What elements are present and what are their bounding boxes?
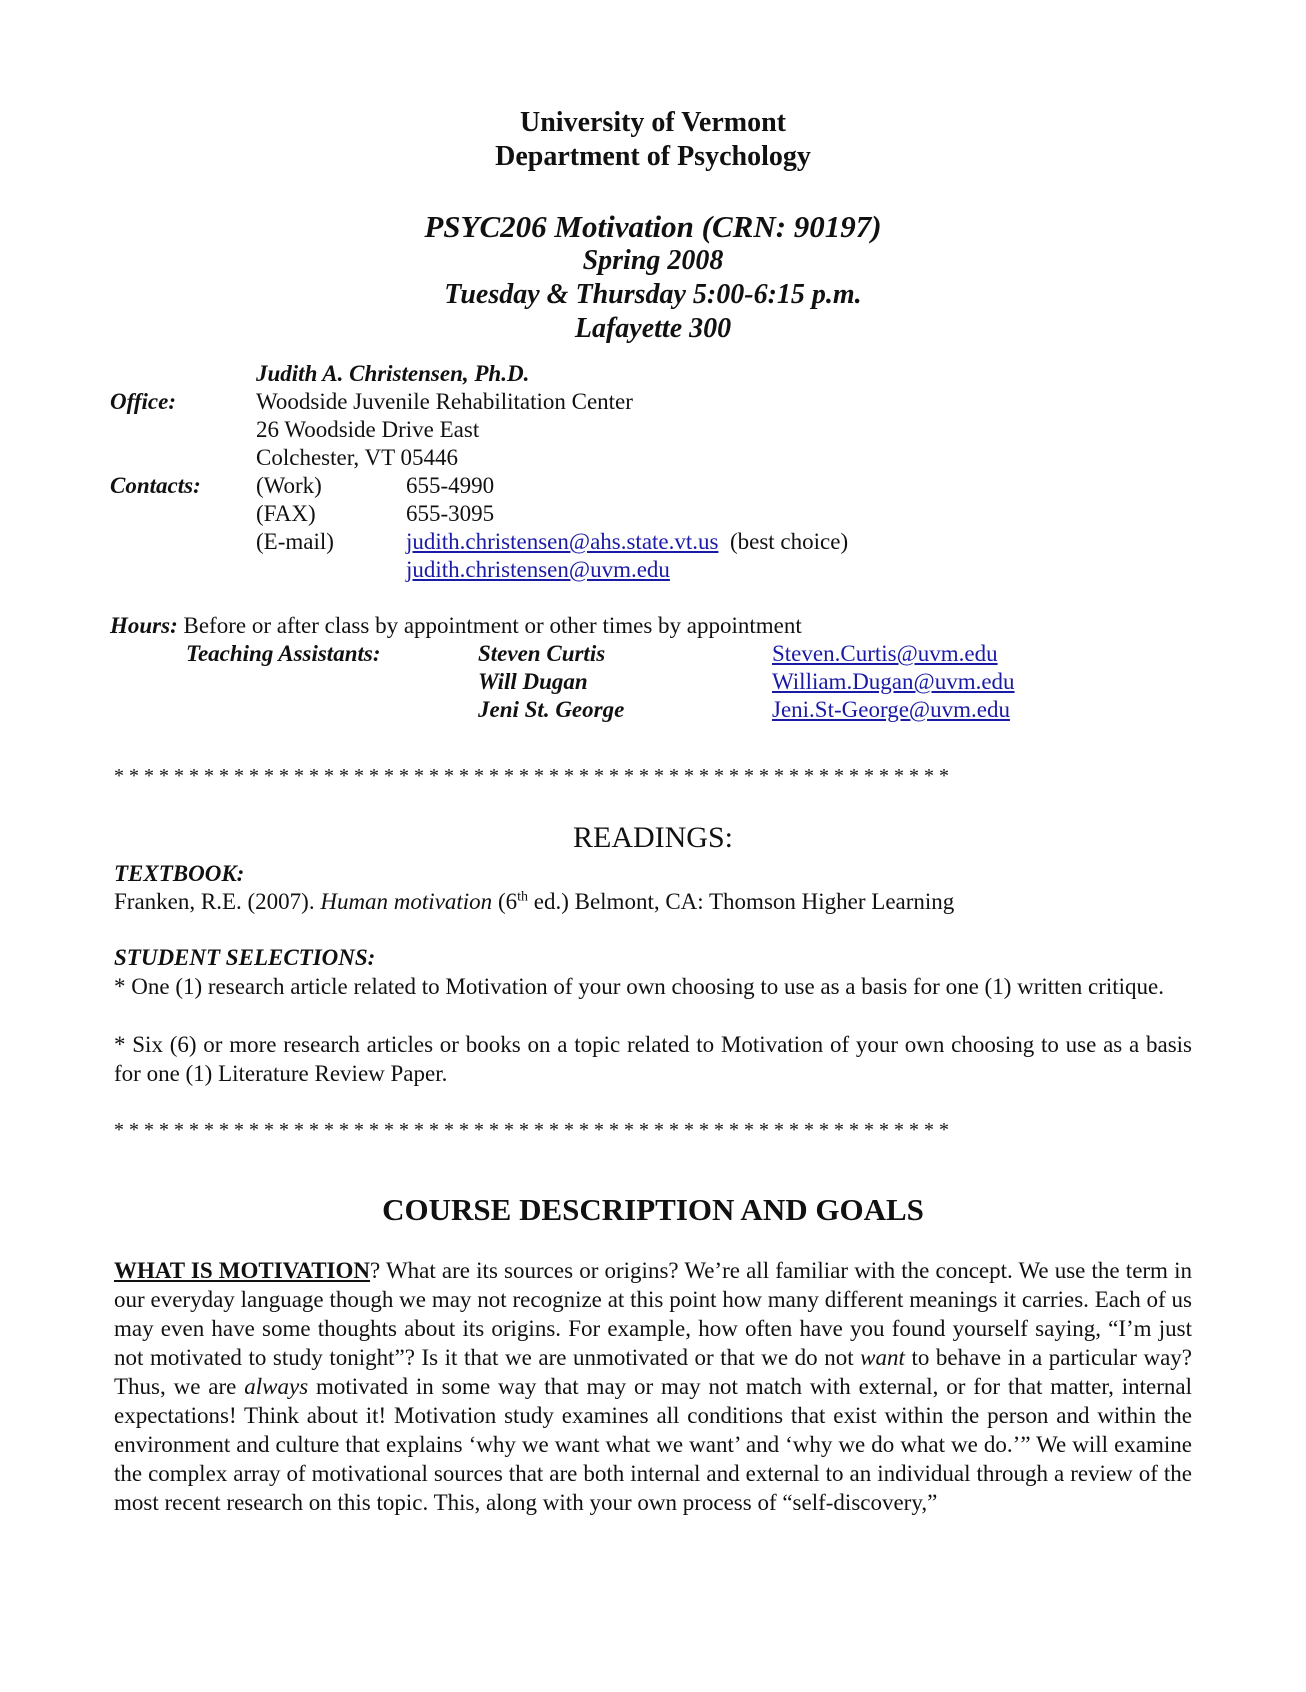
paragraph-text-a: What are its sources or origins? We’re all familiar with the concept. We use the term in our everyday language though we may not recognize at this point how many different meanings it carries. Each of us may even have some thoughts about its origins. For example, how often have you found yourself saying, “I’m just not motivated to study tonight”? Is it that we are unmotivated or that we do not (114, 1258, 1192, 1370)
hours-text: Before or after class by appointment or other times by appointment (183, 613, 802, 638)
email-row (406, 528, 848, 556)
department-name: Department of Psychology (495, 141, 811, 172)
citation-title: Human motivation (320, 889, 493, 914)
course-term: Spring 2008 (582, 245, 724, 276)
selection-item: * One (1) research article related to Motivation of your own choosing to use as a basis for one (1) written critique. (114, 974, 1165, 999)
textbook-citation (114, 888, 954, 916)
email-note: (best choice) (729, 529, 849, 554)
institution-header (0, 106, 1306, 174)
office-line-2: 26 Woodside Drive East (256, 417, 480, 442)
email-label: (E-mail) (256, 529, 334, 554)
ta-name: Jeni St. George (478, 697, 625, 722)
instructor-name: Judith A. Christensen, Ph.D. (256, 361, 530, 386)
citation-edition: (6 (492, 889, 518, 914)
selection-item: * Six (6) or more research articles or books on a topic related to Motivation of your own choosing to use as a basis for one (1) Literature Review Paper. (114, 1032, 1192, 1086)
course-title: PSYC206 Motivation (CRN: 90197) (424, 209, 882, 244)
ta-name: Steven Curtis (478, 641, 606, 666)
ta-email-link[interactable]: Jeni.St-George@uvm.edu (772, 697, 1010, 722)
email-secondary-row (406, 556, 670, 584)
office-line-1: Woodside Juvenile Rehabilitation Center (256, 389, 633, 414)
student-selections-label: STUDENT SELECTIONS: (114, 945, 376, 970)
ta-name: Will Dugan (478, 669, 588, 694)
emphasis-always: always (244, 1374, 309, 1399)
textbook-label: TEXTBOOK: (114, 861, 245, 886)
ta-email-link[interactable]: William.Dugan@uvm.edu (772, 669, 1015, 694)
office-label: Office: (110, 389, 176, 414)
paragraph-text-c: motivated in some way that may or may not match with external, or for that matter, internal expectations! Think about it! Motivation study examines all conditions that exist within the person and within the environment and culture that explains ‘why we want what we want’ and ‘why we do what we do.’” We will examine the complex array of motivational sources that are both internal and external to an individual through a review of the most recent research on this topic. This, along with your own process of “self-discovery,” (114, 1374, 1192, 1515)
paragraph-lead: WHAT IS MOTIVATION (114, 1258, 371, 1283)
course-description-heading: COURSE DESCRIPTION AND GOALS (382, 1192, 924, 1227)
citation-author: Franken, R.E. (2007). (114, 889, 321, 914)
emphasis-want: want (860, 1345, 905, 1370)
fax-label: (FAX) (256, 501, 316, 526)
office-line-3: Colchester, VT 05446 (256, 445, 459, 470)
course-location: Lafayette 300 (574, 313, 732, 344)
email-primary-link[interactable]: judith.christensen@ahs.state.vt.us (406, 529, 719, 554)
course-schedule: Tuesday & Thursday 5:00-6:15 p.m. (444, 279, 862, 310)
asterisk-separator: * * * * * * * * * * * * * * * * * * * * * * * * * * * * * * * * * * * * * * * * * * * * * * * * * * * * * * * * (114, 766, 949, 786)
hours-row (110, 612, 802, 640)
paragraph-text-b: to behave in a particular way? Thus, we are (114, 1345, 1192, 1399)
ta-label: Teaching Assistants: (186, 641, 381, 666)
fax-number: 655-3095 (406, 501, 495, 526)
contacts-label: Contacts: (110, 473, 201, 498)
citation-edition-sup: th (517, 889, 528, 905)
paragraph-lead-q: ? (370, 1258, 381, 1283)
work-label: (Work) (256, 473, 322, 498)
readings-heading: READINGS: (572, 821, 733, 854)
course-header (0, 210, 1306, 346)
work-phone: 655-4990 (406, 473, 495, 498)
motivation-paragraph (114, 1256, 1192, 1517)
ta-email-link[interactable]: Steven.Curtis@uvm.edu (772, 641, 998, 666)
citation-publisher: ed.) Belmont, CA: Thomson Higher Learning (528, 889, 955, 914)
asterisk-separator: * * * * * * * * * * * * * * * * * * * * * * * * * * * * * * * * * * * * * * * * * * * * * * * * * * * * * * * * (114, 1120, 949, 1140)
hours-label: Hours: (110, 613, 178, 638)
email-secondary-link[interactable]: judith.christensen@uvm.edu (406, 557, 670, 582)
university-name: University of Vermont (520, 107, 786, 138)
